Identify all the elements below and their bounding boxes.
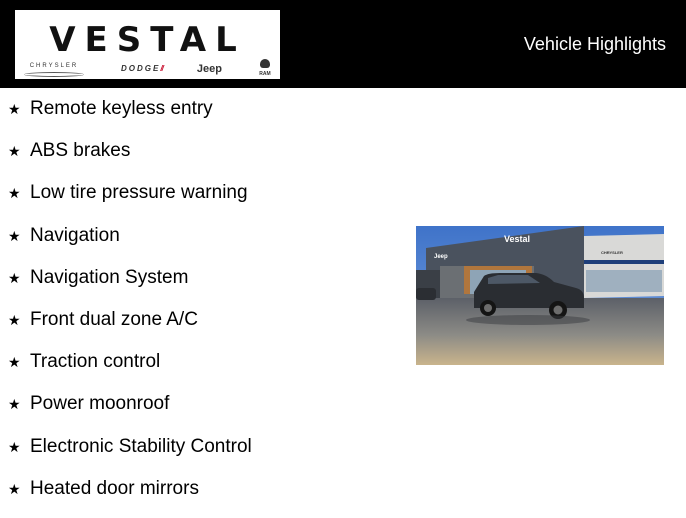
header-bar [0,0,686,88]
feature-label: Front dual zone A/C [30,308,198,330]
dealer-logo [15,10,280,79]
star-icon: ★ [8,438,21,455]
dodge-logo: DODGE// [121,64,163,73]
feature-label: Remote keyless entry [30,98,213,119]
feature-item [8,223,252,265]
feature-label: Navigation [30,224,120,246]
star-icon: ★ [8,396,21,413]
feature-label: Low tire pressure warning [30,182,248,204]
feature-item [8,265,252,307]
feature-label: Navigation System [30,266,189,288]
vehicle-photo [416,226,664,365]
star-icon: ★ [8,227,21,244]
dealership-photo-svg [416,226,664,365]
feature-item [8,138,252,180]
feature-label: Heated door mirrors [30,477,199,499]
feature-item [8,349,252,391]
logo-wordmark: VESTAL [49,20,246,60]
feature-label: Electronic Stability Control [30,435,252,457]
feature-item [8,180,252,222]
feature-item [8,476,252,518]
star-icon: ★ [8,101,21,117]
feature-item [8,96,252,138]
ram-logo: RAM [256,59,274,79]
jeep-logo: Jeep [196,63,222,75]
photo-sign-chrysler: CHRYSLER [601,250,623,255]
section-title: Vehicle Highlights [523,34,666,54]
feature-item [8,391,252,433]
star-icon: ★ [8,185,21,202]
feature-item [8,434,252,476]
star-icon: ★ [8,480,21,497]
photo-sign-vestal: Vestal [504,234,531,244]
star-icon: ★ [8,269,21,286]
feature-item [8,307,252,349]
feature-label: ABS brakes [30,140,131,162]
star-icon: ★ [8,354,21,371]
feature-label: Power moonroof [30,393,170,415]
brand-logos [21,60,274,78]
feature-label: Traction control [30,351,161,373]
star-icon: ★ [8,311,21,328]
photo-sign-jeep: Jeep [434,254,448,260]
star-icon: ★ [8,143,21,160]
chrysler-logo: CHRYSLER [21,61,87,77]
feature-list [8,96,252,518]
